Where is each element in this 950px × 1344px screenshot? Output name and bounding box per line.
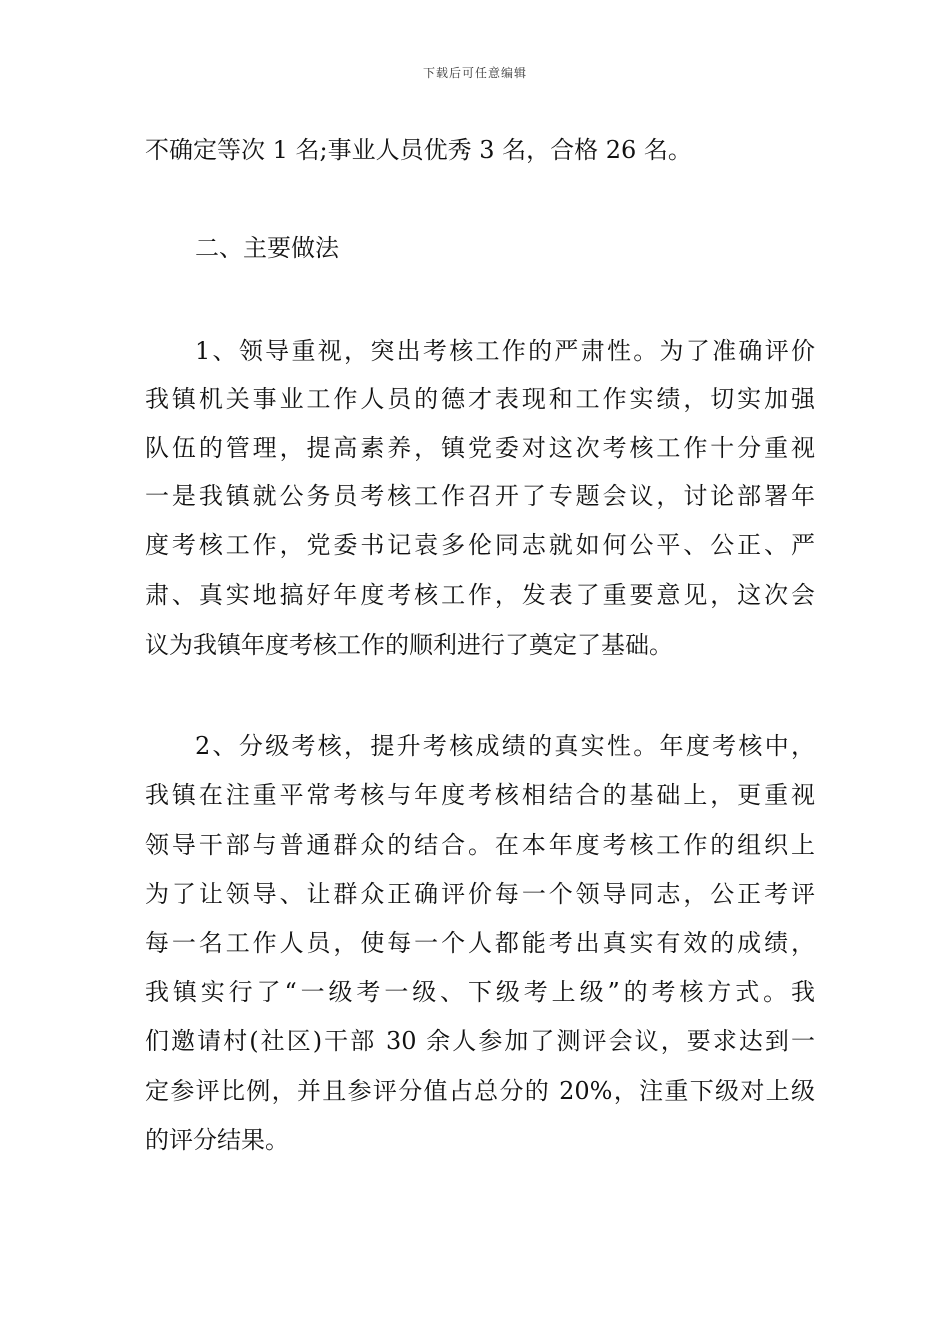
paragraph2-line-1: 2、分级考核，提升考核成绩的真实性。年度考核中， <box>195 732 815 760</box>
paragraph2-line-8: 定参评比例，并且参评分值占总分的 20%，注重下级对上级 <box>145 1077 815 1105</box>
continuation-line: 不确定等次 1 名;事业人员优秀 3 名，合格 26 名。 <box>145 136 692 164</box>
paragraph1-line-5: 度考核工作，党委书记袁多伦同志就如何公平、公正、严 <box>145 531 815 559</box>
paragraph2-line-7: 们邀请村(社区)干部 30 余人参加了测评会议，要求达到一 <box>145 1027 815 1055</box>
paragraph1-line-7: 议为我镇年度考核工作的顺利进行了奠定了基础。 <box>145 631 673 659</box>
paragraph2-line-4: 为了让领导、让群众正确评价每一个领导同志，公正考评 <box>145 880 815 908</box>
paragraph1-line-1: 1、领导重视，突出考核工作的严肃性。为了准确评价 <box>195 337 815 365</box>
paragraph1-line-4: 一是我镇就公务员考核工作召开了专题会议，讨论部署年 <box>145 482 815 510</box>
paragraph2-line-9: 的评分结果。 <box>145 1126 289 1154</box>
paragraph2-line-3: 领导干部与普通群众的结合。在本年度考核工作的组织上 <box>145 831 815 859</box>
section-heading: 二、主要做法 <box>195 234 339 262</box>
paragraph2-line-5: 每一名工作人员，使每一个人都能考出真实有效的成绩， <box>145 929 815 957</box>
paragraph1-line-2: 我镇机关事业工作人员的德才表现和工作实绩，切实加强 <box>145 385 815 413</box>
paragraph1-line-6: 肃、真实地搞好年度考核工作，发表了重要意见，这次会 <box>145 581 815 609</box>
paragraph2-line-6: 我镇实行了“一级考一级、下级考上级”的考核方式。我 <box>145 978 815 1006</box>
page-header: 下载后可任意编辑 <box>422 66 527 80</box>
paragraph1-line-3: 队伍的管理，提高素养，镇党委对这次考核工作十分重视 <box>145 434 815 462</box>
paragraph2-line-2: 我镇在注重平常考核与年度考核相结合的基础上，更重视 <box>145 781 815 809</box>
